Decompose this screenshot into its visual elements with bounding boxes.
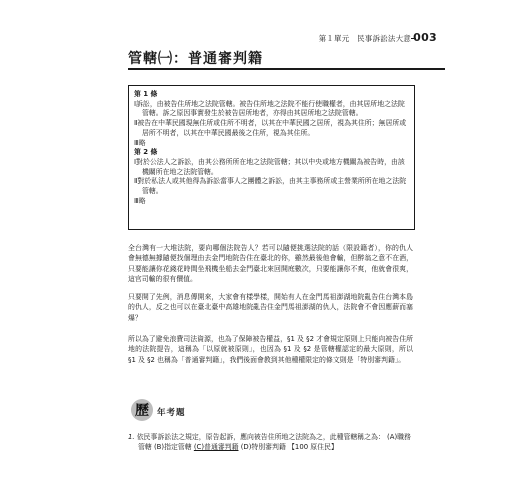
chapter-label: 第１單元 民事訴訟法大意 — [318, 34, 411, 43]
question-number: 1. — [128, 433, 135, 441]
section-title: 管轄㈠：普通審判籍 — [128, 51, 263, 67]
article-1-para-3: Ⅲ略 — [134, 138, 146, 147]
article-1-title: 第 1 條 — [134, 90, 158, 98]
article-2-para-2: Ⅱ對於私法人或其他得為訴訟當事人之團體之訴訟，由其主事務所或主營業所所在地之法院管轄。 — [134, 177, 407, 196]
statute-box — [128, 85, 415, 230]
article-1-para-1: Ⅰ訴訟，由被告住所地之法院管轄。被告住所地之法院不能行使職權者，由其居所地之法院管轄。訴之原因事實發生於被告居所地者，亦得由其居所地之法院管轄。 — [134, 99, 405, 118]
option-a: (A)職務管轄 — [138, 433, 411, 452]
article-2-title: 第 2 條 — [134, 148, 158, 157]
body-paragraph-2: 只要開了先例，消息傳開來，大家會有樣學樣，開始有人在金門馬祖澎湖地院亂告住台灣本島的仇人，反之也可以在臺北臺中高雄地院亂告住金門馬祖澎湖的仇人，法院會不會因應薪而塞爆？ — [128, 293, 413, 322]
exam-icon-char: 歷 — [135, 403, 149, 419]
exam-history-icon — [130, 398, 156, 422]
title-rule — [128, 68, 445, 70]
article-2-para-3: Ⅲ略 — [134, 196, 146, 205]
question-text: 依民事訴訟法之規定，原告起訴，應向被告住所地之法院為之，此種管轄稱之為： — [136, 433, 385, 441]
exam-heading: 年考題 — [157, 408, 186, 418]
body-paragraph-3: 所以為了避免浪費司法資源，也為了保障被告權益，§1 及 §2 才會規定原則上只能向被告住所地的法院提告，這稱為「以原就被原則」，也因為 §1 及 §2 是管轄權認定的最大原則，所以 §1 及 §2 也稱為「普通審判籍」，我們後面會教到其他種權限定的條文則是「特別審判籍」。 — [128, 335, 413, 364]
article-1-para-2: Ⅱ被告在中華民國現無住所或住所不明者，以其在中華民國之居所，視為其住所；無居所或居所不明者，以其在中華民國最後之住所，視為其住所。 — [134, 119, 407, 137]
exam-question — [128, 432, 413, 453]
article-2-para-1: Ⅰ對於公法人之訴訟，由其公務所所在地之法院管轄；其以中央或地方機關為被告時，由該機關所在地之法院管轄。 — [134, 157, 405, 176]
body-paragraph-1: 全台灣有一大堆法院，要向哪個法院告人？若可以隨便挑選法院的話（限設籍者），你的仇人會無德無據隨便找個理由去金門地院告住在臺北的你，雖然最後他會輸，但醉翁之意不在酒，只要能讓你花錢花時間坐飛機坐船去金門臺北來回開庭數次，只要能讓你不爽，他就會很爽，這官司輸的很有價值。 — [128, 244, 413, 283]
option-d: (D)特別審判籍 — [240, 443, 286, 452]
page-number: 003 — [413, 31, 437, 44]
option-c: (C)普通審判籍 — [193, 443, 239, 452]
page-header — [0, 31, 520, 47]
question-source: 【100 原住民】 — [288, 443, 338, 452]
option-b: (B)指定管轄 — [153, 443, 192, 452]
